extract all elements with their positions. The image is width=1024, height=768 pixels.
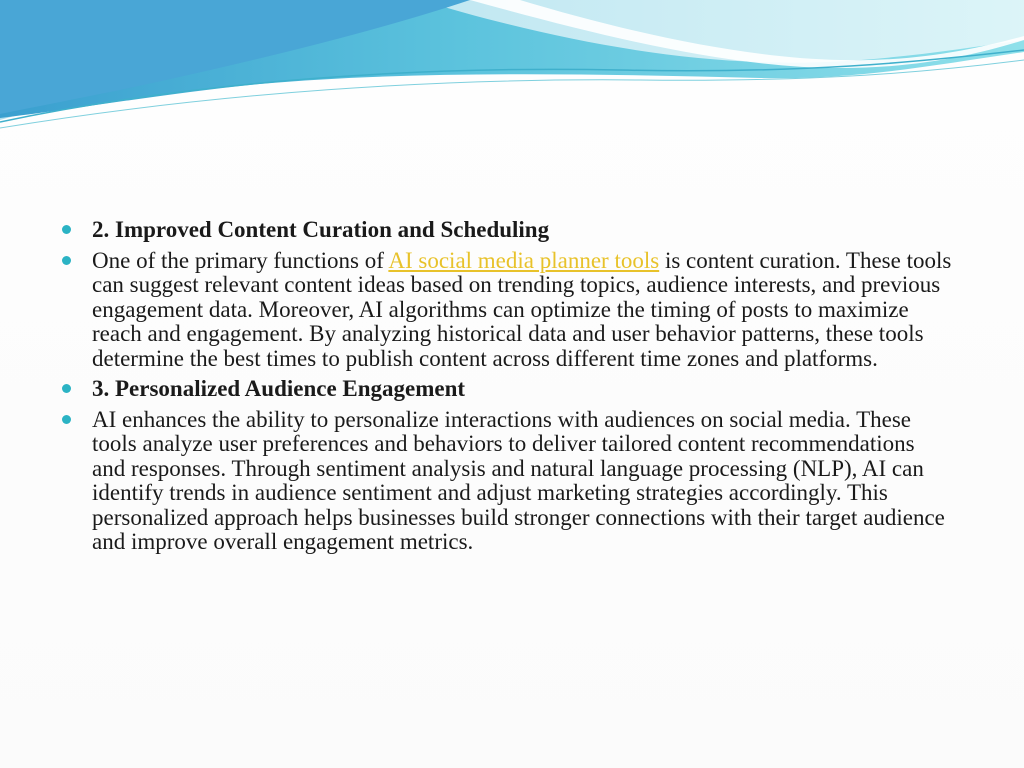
bullet-dot-icon: [62, 384, 71, 393]
bullet-heading-audience-engagement: [62, 377, 952, 402]
paragraph-text-after-link: is content curation. These tools can suggest relevant content ideas based on trending topics, audience interests, and previous engagement data. Moreover, AI algorithms can optimize the timing of posts to maximize reach and engagement. By analyzing historical data and user behavior patterns, these tools determine the best times to publish content across different time zones and platforms.: [92, 247, 952, 371]
bullet-paragraph-content-curation: [62, 249, 952, 372]
bullet-paragraph-audience-engagement: [62, 408, 952, 555]
heading-text: 3. Personalized Audience Engagement: [92, 376, 466, 401]
bullet-dot-icon: [62, 225, 71, 234]
bullet-heading-content-curation: [62, 218, 952, 243]
paragraph-text-before-link: One of the primary functions of: [92, 247, 389, 273]
bullet-dot-icon: [62, 256, 71, 265]
header-wave-decoration: [0, 0, 1024, 130]
heading-text: 2. Improved Content Curation and Scheduling: [92, 217, 550, 242]
bullet-dot-icon: [62, 415, 71, 424]
ai-planner-tools-link[interactable]: AI social media planner tools: [388, 247, 660, 273]
paragraph-text: AI enhances the ability to personalize interactions with audiences on social media. These tools analyze user preferences and behaviors to deliver tailored content recommendations and responses. Through sentiment analysis and natural language processing (NLP), AI can identify trends in audience sentiment and adjust marketing strategies accordingly. This personalized approach helps businesses build stronger connections with their target audience and improve overall engagement metrics.: [92, 406, 945, 554]
bullet-list: [62, 218, 952, 561]
